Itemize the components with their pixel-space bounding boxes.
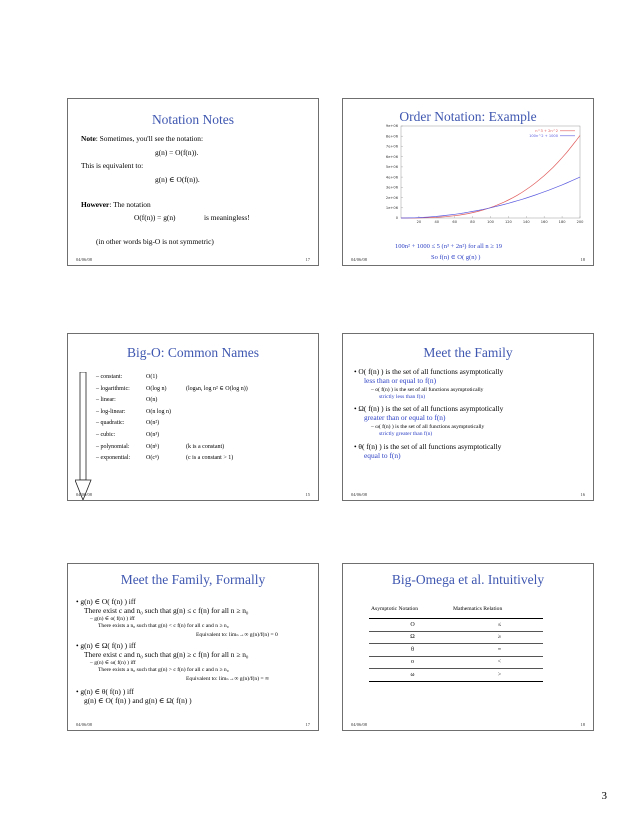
notation-cell: Ω — [369, 631, 456, 644]
note-line — [81, 134, 203, 143]
slide-big-omega-intuitively — [342, 563, 594, 731]
relation-row — [369, 669, 543, 682]
x-tick-label: 100 — [487, 220, 494, 224]
however-line — [81, 200, 151, 209]
page-number: 3 — [601, 790, 607, 802]
y-tick-label: 7e+06 — [385, 144, 398, 149]
slide-number: 15 — [305, 492, 310, 497]
formal-line-10: Equivalent to: limₙ→∞ g(n)/f(n) = ∞ — [186, 676, 269, 682]
common-name-name: – constant: — [96, 374, 123, 380]
relation-row — [369, 631, 543, 644]
slide-order-notation-example — [342, 98, 594, 266]
bullet-big-o-cont: less than or equal to f(n) — [364, 376, 437, 385]
formula-text: 100n² + 1000 ≤ 5 (n³ + 2n²) for all n ≥ 19 — [395, 243, 502, 250]
x-tick-label: 80 — [470, 220, 475, 224]
relation-row — [369, 644, 543, 657]
common-name-name: – log-linear: — [96, 408, 126, 415]
slide-title: Meet the Family — [423, 345, 513, 360]
symmetric-note: (in other words big-O is not symmetric) — [96, 237, 214, 246]
formula-1: g(n) = O(f(n)). — [155, 148, 199, 157]
common-name-val: O(nᵏ) — [146, 443, 160, 450]
formal-line-12: g(n) ∈ O( f(n) ) and g(n) ∈ Ω( f(n) ) — [84, 696, 192, 705]
note-text: : Sometimes, you'll see the notation: — [95, 134, 204, 143]
common-name-val: O(n) — [146, 397, 158, 404]
slide-date: 04/06/08 — [351, 722, 368, 727]
however-text: : The notation — [109, 200, 151, 209]
formal-line-6: • g(n) ∈ Ω( f(n) ) iff — [76, 641, 136, 650]
bullet-theta: • θ( f(n) ) is the set of all functions asymptotically — [354, 442, 502, 451]
common-name-name: – quadratic: — [96, 420, 125, 427]
x-tick-label: 160 — [540, 220, 548, 224]
bullet-omega-cont: greater than or equal to f(n) — [364, 413, 446, 422]
slide-number: 16 — [580, 492, 585, 497]
formal-line-8: – g(n) ∈ ω( f(n) ) iff — [90, 660, 136, 666]
formal-line-2: There exist c and n₀ such that g(n) ≤ c f(n) for all n ≥ n₀ — [84, 606, 249, 615]
relation-cell: > — [456, 669, 543, 682]
note-label: Note — [81, 134, 96, 143]
sub-little-o: – o( f(n) ) is the set of all functions asymptotically — [371, 387, 484, 393]
common-name-val: O(1) — [146, 374, 158, 380]
formal-line-11: • g(n) ∈ θ( f(n) ) iff — [76, 687, 134, 696]
common-name-val: O(log n) — [146, 385, 167, 392]
x-tick-label: 200 — [576, 220, 584, 224]
so-text: So f(n) ∈ O( g(n) ) — [431, 254, 481, 261]
sub-little-o-cont: strictly less than f(n) — [379, 394, 426, 400]
x-tick-label: 60 — [452, 220, 457, 224]
bullet-big-o: • O( f(n) ) is the set of all functions asymptotically — [354, 367, 504, 376]
slide-big-o-common-names — [67, 333, 319, 501]
slide-family-formally — [67, 563, 319, 731]
y-tick-label: 0 — [395, 216, 398, 221]
common-name-note: (k is a constant) — [186, 443, 225, 450]
series-line — [401, 177, 580, 218]
legend-label: 100n^2 + 1000 — [529, 134, 558, 138]
slide-date: 04/06/08 — [76, 257, 93, 262]
slide-notation-notes — [67, 98, 319, 266]
relation-cell: = — [456, 644, 543, 657]
slide-date: 04/06/08 — [76, 492, 93, 497]
formal-line-3: – g(n) ∈ o( f(n) ) iff — [90, 616, 135, 622]
y-tick-label: 3e+06 — [385, 185, 398, 190]
sub-little-omega: – ω( f(n) ) is the set of all functions asymptotically — [371, 424, 485, 430]
relation-table — [369, 618, 543, 682]
formal-line-4: There exists a n₀ such that g(n) < c f(n) for all c and n ≥ n₀ — [98, 623, 229, 629]
sub-little-omega-cont: strictly greater than f(n) — [379, 431, 433, 437]
relation-row — [369, 656, 543, 669]
slide-number: 18 — [580, 257, 585, 262]
relation-row — [369, 619, 543, 632]
slide-date: 04/06/08 — [76, 722, 93, 727]
slide-title: Big-O: Common Names — [127, 345, 259, 360]
slide-number: 17 — [305, 257, 310, 262]
common-name-name: – logarithmic: — [96, 385, 130, 392]
x-tick-label: 180 — [558, 220, 566, 224]
x-tick-label: 40 — [434, 220, 440, 224]
x-tick-label: 140 — [522, 220, 530, 224]
slide-date: 04/06/08 — [351, 492, 368, 497]
common-name-val: O(n²) — [146, 420, 160, 427]
formal-line-1: • g(n) ∈ O( f(n) ) iff — [76, 597, 136, 606]
bullet-omega: • Ω( f(n) ) is the set of all functions asymptotically — [354, 404, 504, 413]
y-tick-label: 6e+06 — [385, 154, 398, 159]
common-name-name: – exponential: — [96, 455, 131, 462]
chart-formula — [395, 242, 502, 251]
series-line — [401, 135, 580, 218]
common-name-name: – linear: — [96, 397, 116, 404]
notation-cell: O — [369, 619, 456, 632]
y-tick-label: 4e+06 — [385, 175, 398, 180]
formal-line-5: Equivalent to: limₙ→∞ g(n)/f(n) = 0 — [196, 632, 278, 638]
notation-cell: θ — [369, 644, 456, 657]
y-tick-label: 2e+06 — [385, 195, 398, 200]
y-tick-label: 9e+06 — [385, 124, 398, 129]
equivalent-text: This is equivalent to: — [81, 161, 144, 170]
common-name-name: – cubic: — [96, 432, 116, 438]
legend-label: n^3 + 2n^2 — [535, 129, 558, 133]
common-name-name: – polynomial: — [96, 443, 130, 450]
slide-number: 17 — [305, 722, 310, 727]
common-name-val: O(n log n) — [146, 408, 171, 415]
slide-number: 18 — [580, 722, 585, 727]
formal-line-7: There exist c and n₀ such that g(n) ≥ c f(n) for all n ≥ n₀ — [84, 650, 249, 659]
however-label: However — [81, 200, 110, 209]
meaningless-text: is meaningless! — [204, 213, 250, 222]
formula-3: O(f(n)) = g(n) — [134, 213, 176, 222]
slide-title: Notation Notes — [151, 112, 235, 127]
formal-line-9: There exists a n₀ such that g(n) > c f(n) for all c and n ≥ n₀ — [98, 667, 229, 673]
slide-date: 04/06/08 — [351, 257, 368, 262]
y-tick-label: 1e+06 — [385, 205, 398, 210]
relation-cell: ≤ — [456, 619, 543, 632]
x-tick-label: 120 — [504, 220, 512, 224]
notation-cell: ω — [369, 669, 456, 682]
bullet-theta-cont: equal to f(n) — [364, 451, 401, 460]
header-asymptotic: Asymptotic Notation — [371, 606, 419, 612]
formula-2: g(n) ∈ O(f(n)). — [155, 175, 200, 184]
slide-title: Meet the Family, Formally — [120, 572, 266, 587]
order-chart — [343, 99, 593, 265]
relation-cell: ≥ — [456, 631, 543, 644]
slide-title: Big-Omega et al. Intuitively — [391, 572, 545, 587]
common-name-note: (logₖn, log n² ∈ O(log n)) — [186, 385, 248, 392]
plot-frame — [401, 126, 580, 218]
down-arrow-icon — [75, 372, 95, 501]
y-tick-label: 8e+06 — [385, 134, 398, 139]
notation-cell: o — [369, 656, 456, 669]
y-tick-label: 5e+06 — [385, 165, 398, 170]
common-name-val: O(n³) — [146, 432, 160, 438]
header-math-relation: Mathematics Relation — [453, 606, 503, 612]
slide-meet-the-family — [342, 333, 594, 501]
slide-title: Order Notation: Example — [399, 109, 537, 124]
x-tick-label: 20 — [416, 220, 422, 224]
relation-cell: < — [456, 656, 543, 669]
common-name-note: (c is a constant > 1) — [186, 455, 234, 462]
common-name-val: O(cⁿ) — [146, 455, 159, 462]
